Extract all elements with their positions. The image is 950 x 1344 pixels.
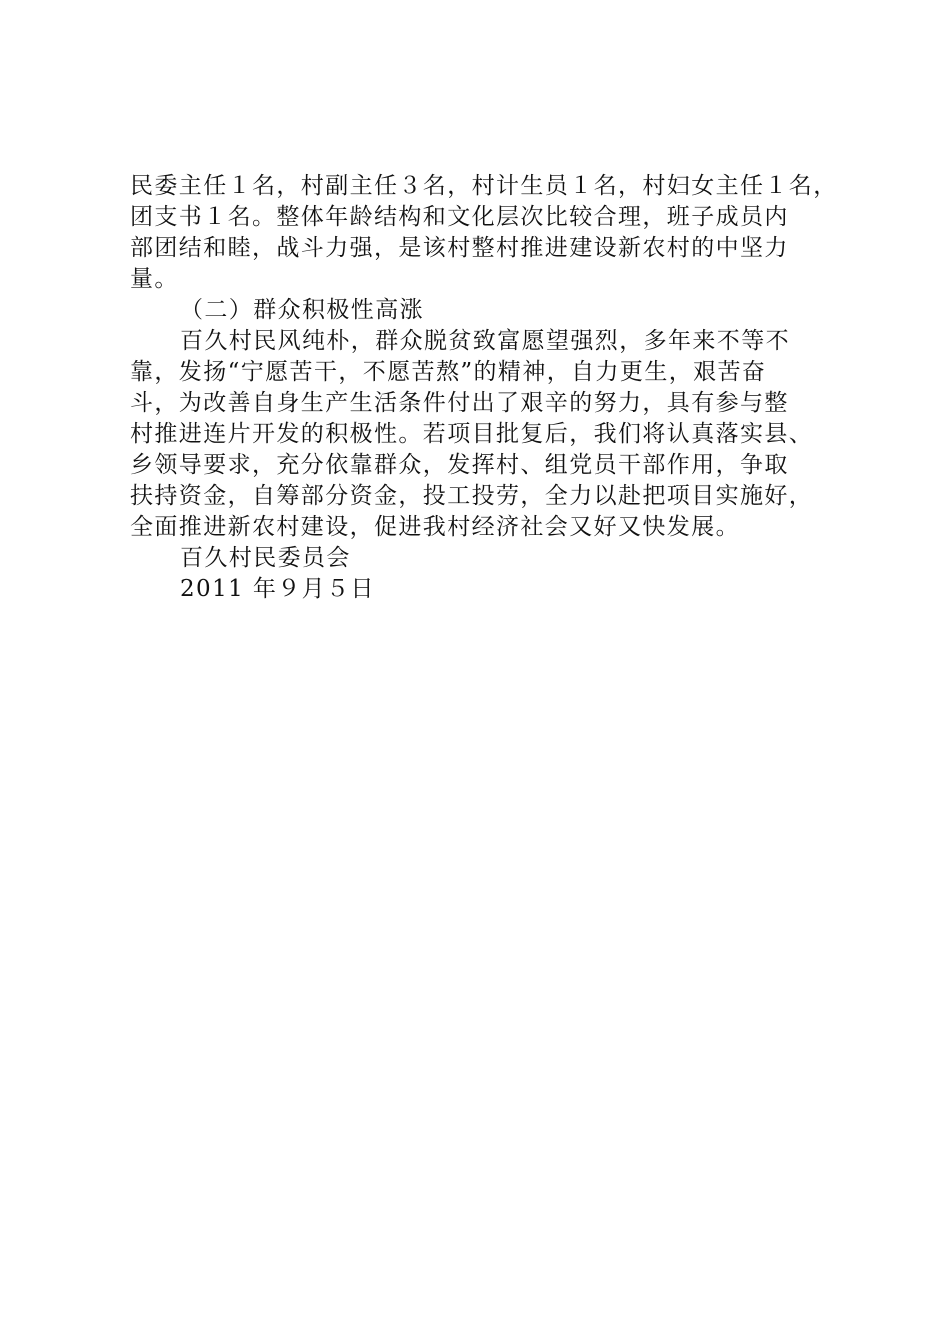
date: 2011 年９月５日 [180,576,375,602]
paragraph-line: 斗，为改善自身生产生活条件付出了艰辛的努力，具有参与整 [130,390,789,416]
document-body [130,171,838,605]
paragraph-line: 靠，发扬“宁愿苦干，不愿苦熬”的精神，自力更生，艰苦奋 [130,359,767,385]
paragraph-line: 百久村民风纯朴，群众脱贫致富愿望强烈，多年来不等不 [180,328,790,354]
paragraph-line: 部团结和睦，战斗力强，是该村整村推进建设新农村的中坚力 [130,235,789,261]
paragraph-line: 全面推进新农村建设，促进我村经济社会又好又快发展。 [130,514,740,540]
paragraph-line: 团支书１名。整体年龄结构和文化层次比较合理，班子成员内 [130,204,789,230]
paragraph-line: 民委主任１名，村副主任３名，村计生员１名，村妇女主任１名， [130,173,838,199]
section-heading: （二）群众积极性高涨 [180,297,424,323]
signature: 百久村民委员会 [180,545,351,571]
paragraph-line: 村推进连片开发的积极性。若项目批复后，我们将认真落实县、 [130,421,814,447]
paragraph-line: 扶持资金，自筹部分资金，投工投劳，全力以赴把项目实施好， [130,483,814,509]
paragraph-line: 量。 [130,266,179,292]
paragraph-line: 乡领导要求，充分依靠群众，发挥村、组党员干部作用，争取 [130,452,789,478]
